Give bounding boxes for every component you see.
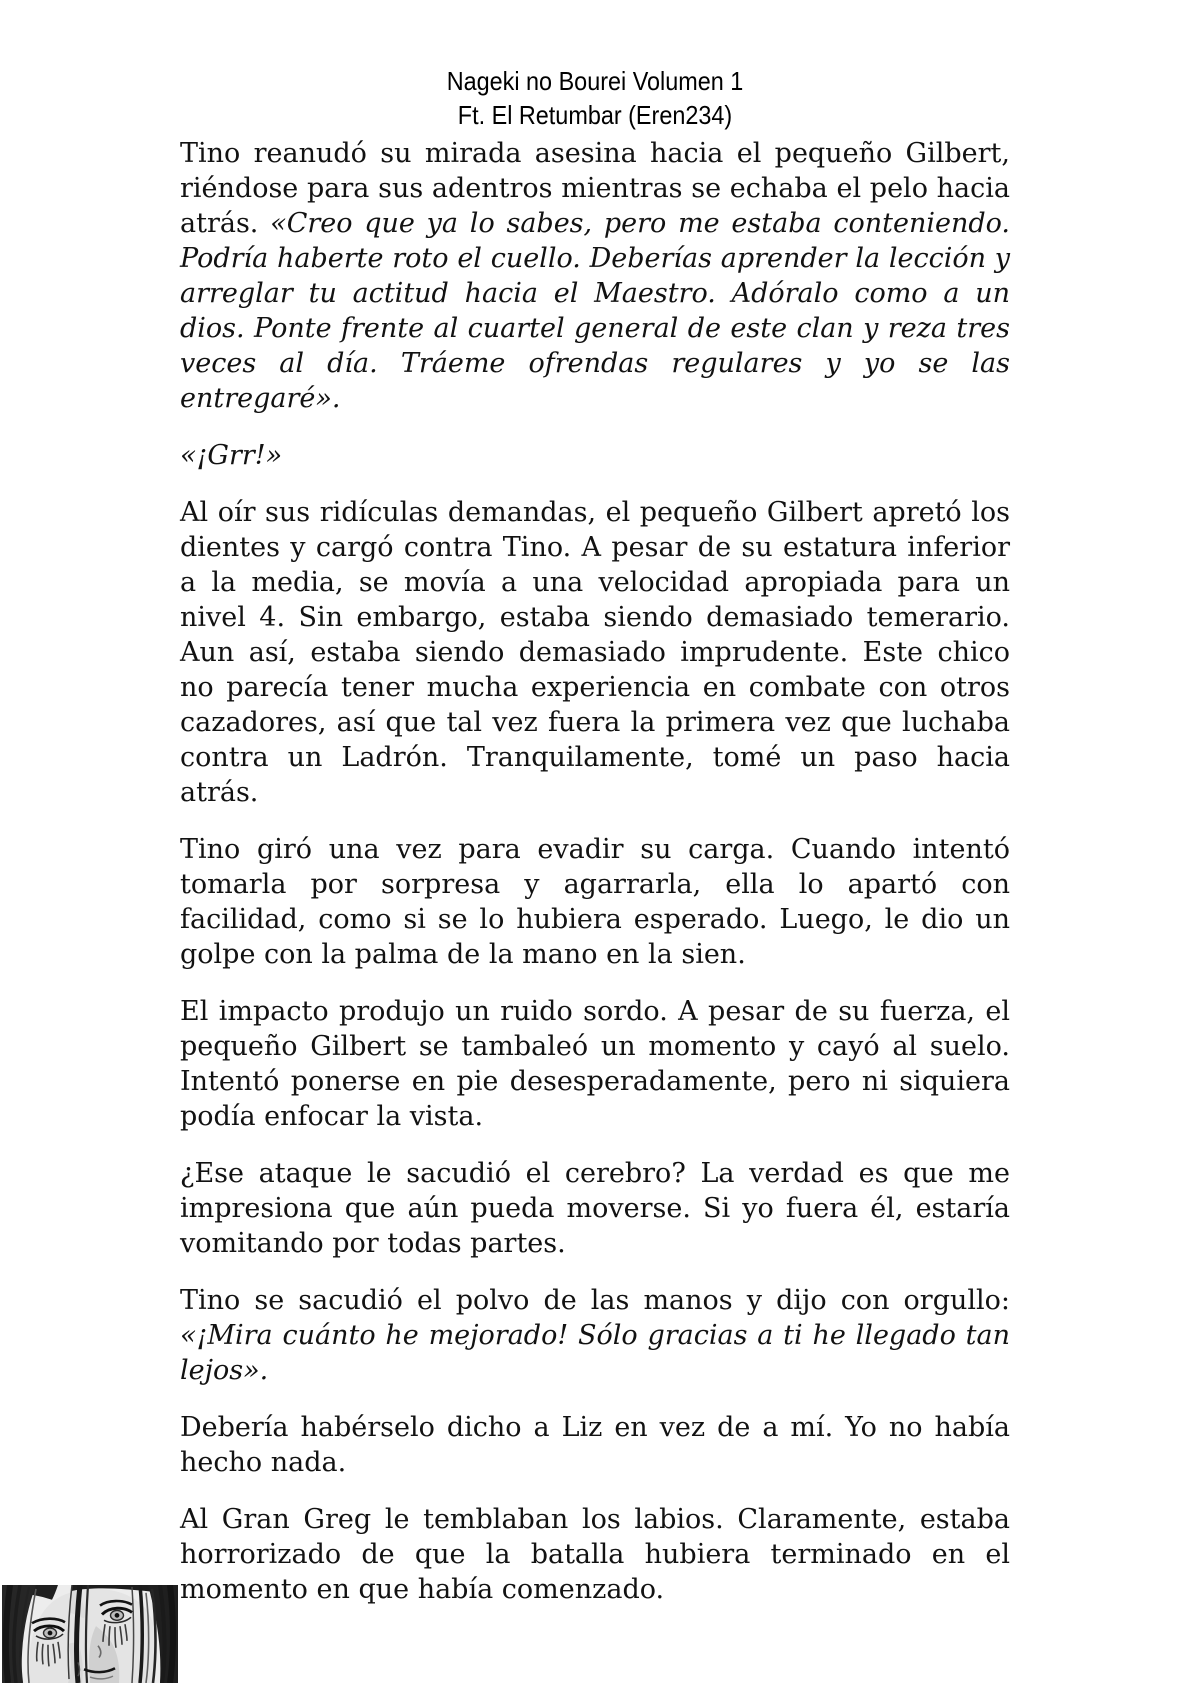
footer-illustration — [2, 1585, 178, 1683]
paragraph — [180, 1502, 1010, 1607]
paragraph — [180, 1156, 1010, 1261]
text-segment: Al oír sus ridículas demandas, el pequeño Gilbert apretó los dientes y cargó contra Tino. A pesar de su estatura inferior a la media, se movía a una velocidad apropiada para un nivel 4. Sin embargo, estaba siendo demasiado temerario. Aun así, estaba siendo demasiado imprudente. Este chico no parecía tener mucha experiencia en combate con otros cazadores, así que tal vez fuera la primera vez que luchaba contra un Ladrón. Tranquilamente, tomé un paso hacia atrás. — [180, 497, 1010, 808]
manga-face-image — [2, 1585, 178, 1683]
document-title: Nageki no Bourei Volumen 1 — [446, 66, 744, 96]
italic-quote-segment: «¡Mira cuánto he mejorado! Sólo gracias a ti he llegado tan lejos». — [180, 1320, 1010, 1386]
text-segment: Tino reanudó su mirada asesina hacia el pequeño Gilbert, riéndose para sus adentros mientras se echaba el pelo hacia atrás. — [180, 138, 1010, 239]
text-segment: Tino giró una vez para evadir su carga. Cuando intentó tomarla por sorpresa y agarrarla, ella lo apartó con facilidad, como si se lo hubiera esperado. Luego, le dio un golpe con la palma de la mano en la sien. — [180, 834, 1010, 970]
document-subtitle: Ft. El Retumbar (Eren234) — [457, 100, 733, 130]
text-segment: Al Gran Greg le temblaban los labios. Claramente, estaba horrorizado de que la batalla hubiera terminado en el momento en que había comenzado. — [180, 1504, 1010, 1605]
paragraph — [180, 1283, 1010, 1388]
text-segment: Tino se sacudió el polvo de las manos y dijo con orgullo: — [180, 1285, 1010, 1316]
italic-quote-segment: «¡Grr!» — [180, 440, 283, 471]
text-segment: Debería habérselo dicho a Liz en vez de a mí. Yo no había hecho nada. — [180, 1412, 1010, 1478]
paragraph — [180, 832, 1010, 972]
paragraph — [180, 495, 1010, 810]
paragraph — [180, 438, 1010, 473]
paragraph — [180, 1410, 1010, 1480]
paragraph — [180, 136, 1010, 416]
document-body — [180, 136, 1010, 1607]
text-segment: ¿Ese ataque le sacudió el cerebro? La verdad es que me impresiona que aún pueda moverse. Si yo fuera él, estaría vomitando por todas partes. — [180, 1158, 1010, 1259]
text-segment: El impacto produjo un ruido sordo. A pesar de su fuerza, el pequeño Gilbert se tambaleó un momento y cayó al suelo. Intentó ponerse en pie desesperadamente, pero ni siquiera podía enfocar la vista. — [180, 996, 1010, 1132]
paragraph — [180, 994, 1010, 1134]
italic-quote-segment: «Creo que ya lo sabes, pero me estaba conteniendo. Podría haberte roto el cuello. Deberías aprender la lección y arreglar tu actitud hacia el Maestro. Adóralo como a un dios. Ponte frente al cuartel general de este clan y reza tres veces al día. Tráeme ofrendas regulares y yo se las entregaré». — [180, 208, 1010, 414]
document-header — [0, 0, 1190, 132]
